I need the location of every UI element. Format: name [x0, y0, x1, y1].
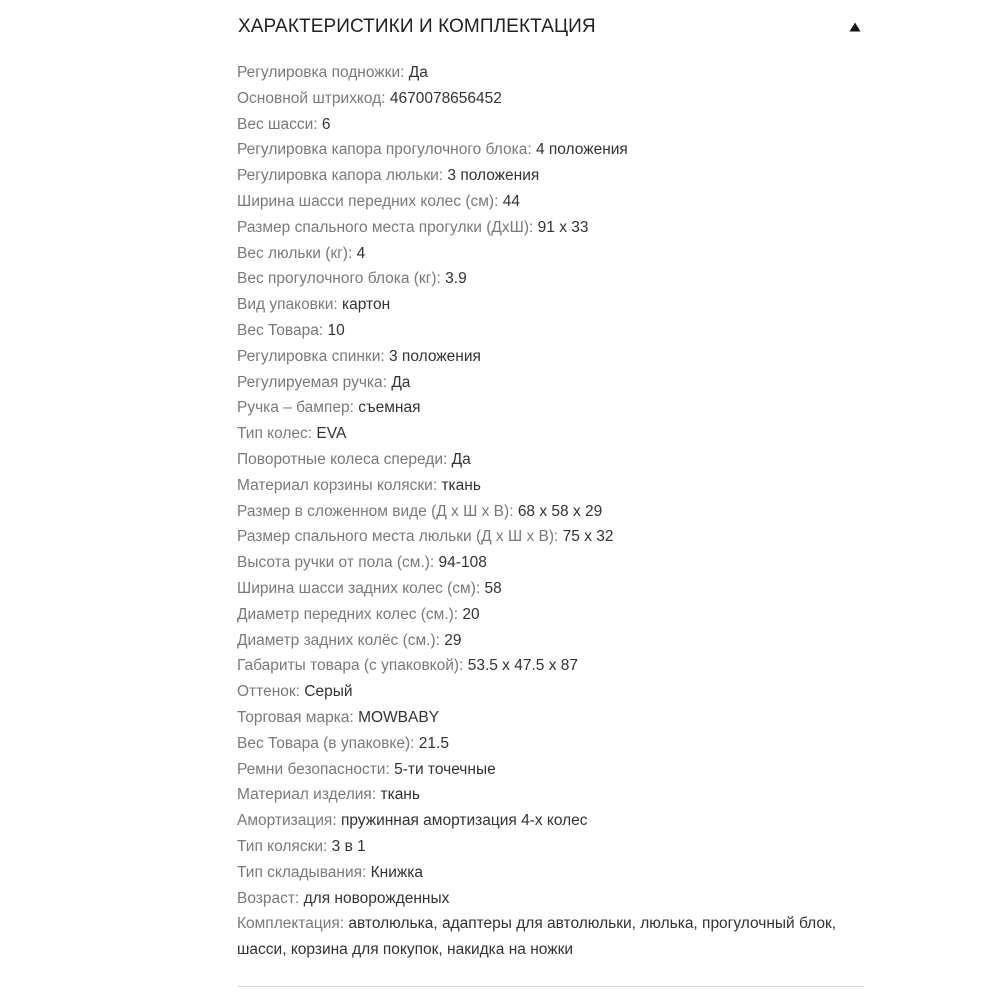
property-separator: : [381, 89, 390, 107]
property-row [237, 782, 863, 808]
property-name: Амортизация [237, 812, 333, 830]
property-row [237, 860, 863, 886]
property-separator: : [400, 64, 409, 81]
property-value: съемная [358, 399, 421, 417]
property-name: Высота ручки от пола (см.) [237, 554, 430, 572]
property-value: 29 [444, 631, 462, 649]
property-row [237, 370, 863, 396]
property-name: Ремни безопасности [237, 760, 386, 778]
property-row [237, 653, 863, 679]
property-row [237, 524, 863, 550]
property-name: Вес Товара (в упаковке) [237, 734, 411, 752]
property-value: Книжка [370, 863, 423, 881]
section-divider [238, 986, 864, 987]
property-row [237, 679, 863, 705]
property-row [237, 60, 863, 86]
property-name: Тип складывания [237, 863, 362, 881]
property-value: 3 положения [389, 347, 481, 365]
section-title: ХАРАКТЕРИСТИКИ И КОМПЛЕКТАЦИЯ [238, 16, 596, 37]
property-separator: : [385, 760, 395, 778]
property-value: 4670078656452 [389, 89, 502, 107]
property-row [237, 318, 863, 344]
property-name: Ширина шасси задних колес (см) [237, 579, 476, 597]
property-separator: : [332, 812, 341, 830]
property-separator: : [453, 605, 463, 623]
properties-list [237, 60, 863, 963]
property-value: 3.9 [445, 270, 467, 288]
property-name: Материал изделия [237, 786, 372, 804]
property-name: Диаметр передних колес (см.) [237, 605, 454, 623]
property-name: Вес шасси [237, 115, 314, 133]
property-separator: : [438, 167, 448, 185]
property-row [237, 189, 863, 215]
property-row [237, 241, 863, 267]
property-separator: : [371, 786, 381, 804]
property-row [237, 215, 863, 241]
property-row [237, 550, 863, 576]
property-separator: : [318, 321, 328, 339]
property-separator: : [410, 734, 419, 752]
property-row [237, 447, 863, 473]
property-row [237, 266, 863, 292]
property-row [237, 757, 863, 783]
property-name: Размер в сложенном виде (Д х Ш х В) [237, 502, 510, 520]
property-value: 6 [321, 115, 331, 133]
property-row [237, 473, 863, 499]
property-separator: : [380, 347, 389, 365]
property-name: Регулировка капора прогулочного блока [237, 141, 528, 159]
property-row [237, 344, 863, 370]
property-separator: : [382, 373, 392, 391]
property-value: ткань [441, 476, 481, 494]
property-separator: : [307, 425, 317, 443]
property-separator: : [527, 141, 536, 159]
property-separator: : [432, 476, 442, 494]
property-value: 4 положения [535, 141, 628, 159]
property-row [237, 163, 863, 189]
property-name: Тип коляски [237, 837, 324, 855]
property-separator: : [459, 657, 468, 675]
property-name: Ручка – бампер [237, 399, 350, 417]
property-value: пружинная амортизация 4-х колес [340, 812, 588, 830]
property-value: 3 положения [447, 167, 540, 185]
property-name: Поворотные колеса спереди [237, 450, 444, 468]
property-value: 10 [327, 321, 345, 339]
property-value: 94-108 [438, 554, 487, 572]
property-value: Да [391, 373, 411, 391]
property-name: Размер спального места люльки (Д х Ш х В) [237, 528, 555, 546]
property-separator: : [333, 296, 342, 314]
property-name: Тип колес [237, 425, 308, 443]
property-row [237, 499, 863, 525]
property-value: 21.5 [418, 734, 449, 752]
property-separator: : [362, 863, 371, 881]
property-name: Вес Товара [237, 321, 319, 339]
property-row [237, 395, 863, 421]
property-separator: : [349, 399, 359, 417]
property-separator: : [347, 244, 357, 262]
property-separator: : [295, 683, 305, 701]
property-separator: : [443, 450, 452, 468]
property-row [237, 731, 863, 757]
property-row [237, 112, 863, 138]
property-separator: : [313, 115, 322, 133]
property-row [237, 292, 863, 318]
property-value: 68 х 58 х 29 [517, 502, 603, 520]
property-value: 4 [356, 244, 366, 262]
property-name: Регулируемая ручка [237, 373, 383, 391]
property-name: Вес люльки (кг) [237, 244, 348, 262]
property-value: 58 [484, 579, 502, 597]
property-name: Габариты товара (с упаковкой) [237, 657, 460, 675]
property-row [237, 137, 863, 163]
property-row [237, 808, 863, 834]
property-name: Регулировка капора люльки [237, 167, 439, 185]
property-name: Комплектация [237, 915, 340, 933]
property-name: Оттенок [237, 683, 296, 701]
property-value: картон [342, 296, 391, 314]
property-name: Регулировка спинки [237, 347, 381, 365]
property-row [237, 705, 863, 731]
property-separator: : [323, 837, 332, 855]
property-value: 53.5 х 47.5 х 87 [467, 657, 579, 675]
property-name: Торговая марка [237, 708, 350, 726]
property-value: 20 [462, 605, 480, 623]
property-value: 5-ти точечные [394, 760, 496, 778]
property-value: автолюлька, адаптеры для автолюльки, люлька, прогулочный блок, шасси, корзина для покупок, накидка на ножки [237, 915, 837, 959]
property-name: Диаметр задних колёс (см.) [237, 631, 436, 649]
property-name: Возраст [237, 889, 295, 907]
property-name: Ширина шасси передних колес (см) [237, 192, 495, 210]
property-name: Регулировка подножки [237, 64, 401, 81]
property-value: 3 в 1 [331, 837, 366, 855]
property-value: EVA [316, 425, 347, 443]
caret-up-icon[interactable] [848, 20, 862, 34]
property-separator: : [339, 915, 349, 933]
property-row [237, 628, 863, 654]
property-separator: : [475, 579, 485, 597]
property-value: для новорожденных [303, 889, 450, 907]
section-header[interactable] [238, 0, 864, 54]
property-row [237, 421, 863, 447]
property-name: Вес прогулочного блока (кг) [237, 270, 437, 288]
property-separator: : [429, 554, 439, 572]
property-separator: : [435, 631, 445, 649]
property-name: Вид упаковки [237, 296, 334, 314]
property-row [237, 86, 863, 112]
property-separator: : [349, 708, 359, 726]
property-row [237, 886, 863, 912]
property-separator: : [436, 270, 446, 288]
property-name: Размер спального места прогулки (ДхШ) [237, 218, 530, 236]
property-value: Серый [304, 683, 353, 701]
property-value: 91 х 33 [537, 218, 589, 236]
property-separator: : [554, 528, 563, 546]
characteristics-section [238, 0, 864, 963]
property-separator: : [529, 218, 538, 236]
property-value: MOWBABY [358, 708, 440, 726]
property-row [237, 834, 863, 860]
property-separator: : [494, 192, 503, 210]
property-name: Основной штрихкод [237, 89, 382, 107]
property-value: Да [408, 64, 428, 81]
property-separator: : [294, 889, 304, 907]
property-row [237, 911, 851, 963]
property-name: Материал корзины коляски [237, 476, 433, 494]
property-value: 44 [502, 192, 520, 210]
property-value: ткань [380, 786, 420, 804]
property-value: Да [451, 450, 471, 468]
property-separator: : [509, 502, 518, 520]
property-value: 75 х 32 [562, 528, 614, 546]
caret-up-shape [849, 22, 861, 32]
property-row [237, 602, 863, 628]
property-row [237, 576, 863, 602]
